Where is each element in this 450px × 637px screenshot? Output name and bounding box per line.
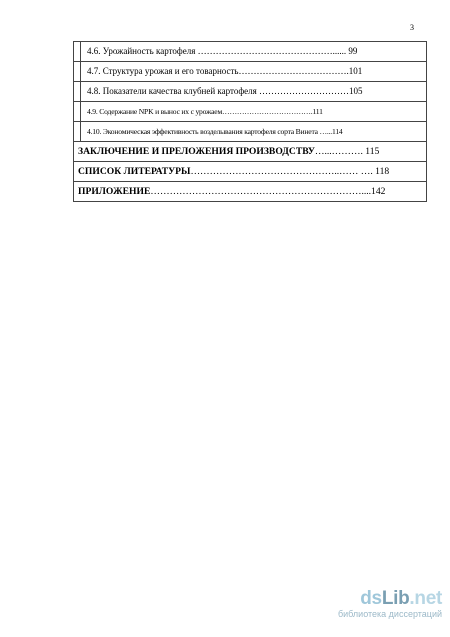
toc-row <box>74 182 427 202</box>
toc-entry-title: ПРИЛОЖЕНИЕ <box>78 186 151 197</box>
toc-row <box>74 162 427 182</box>
toc-entry-4-7[interactable]: 4.7. Структура урожая и его товарность……………………………….101 <box>81 62 427 82</box>
toc-entry-conclusion[interactable] <box>74 142 427 162</box>
toc-row <box>74 142 427 162</box>
toc-entry-4-8[interactable]: 4.8. Показатели качества клубней картофеля …………………………105 <box>81 82 427 102</box>
toc-entry-appendix[interactable] <box>74 182 427 202</box>
toc-entry-4-9[interactable]: 4.9. Содержание NPK и вынос их с урожаем……………………………….111 <box>81 102 427 122</box>
toc-indent-cell <box>74 122 81 142</box>
table-of-contents <box>73 41 427 202</box>
toc-entry-page: …………………………………………………………....142 <box>150 186 386 197</box>
toc-entry-4-10[interactable]: 4.10. Экономическая эффективность возделывания картофеля сорта Винета …...114 <box>81 122 427 142</box>
toc-entry-title: СПИСОК ЛИТЕРАТУРЫ <box>78 166 191 177</box>
toc-entry-title: ЗАКЛЮЧЕНИЕ И ПРЕЛОЖЕНИЯ ПРОИЗВОДСТВУ <box>78 146 315 157</box>
toc-row <box>74 62 427 82</box>
toc-entry-4-6[interactable]: 4.6. Урожайность картофеля ………………………………………...... 99 <box>81 42 427 62</box>
toc-row <box>74 82 427 102</box>
dslib-subtitle: библиотека диссертаций <box>337 609 442 619</box>
page-number: 3 <box>410 23 414 32</box>
toc-indent-cell <box>74 62 81 82</box>
toc-entry-page: …...………. 115 <box>314 146 380 157</box>
toc-indent-cell <box>74 42 81 62</box>
toc-entry-bibliography[interactable] <box>74 162 427 182</box>
dslib-watermark <box>316 589 442 620</box>
toc-row <box>74 102 427 122</box>
toc-entry-page: ………………………………………..…… …. 118 <box>190 166 390 177</box>
toc-row <box>74 42 427 62</box>
toc-row <box>74 122 427 142</box>
toc-indent-cell <box>74 82 81 102</box>
toc-indent-cell <box>74 102 81 122</box>
dslib-logo: dsLib.net <box>360 588 442 609</box>
